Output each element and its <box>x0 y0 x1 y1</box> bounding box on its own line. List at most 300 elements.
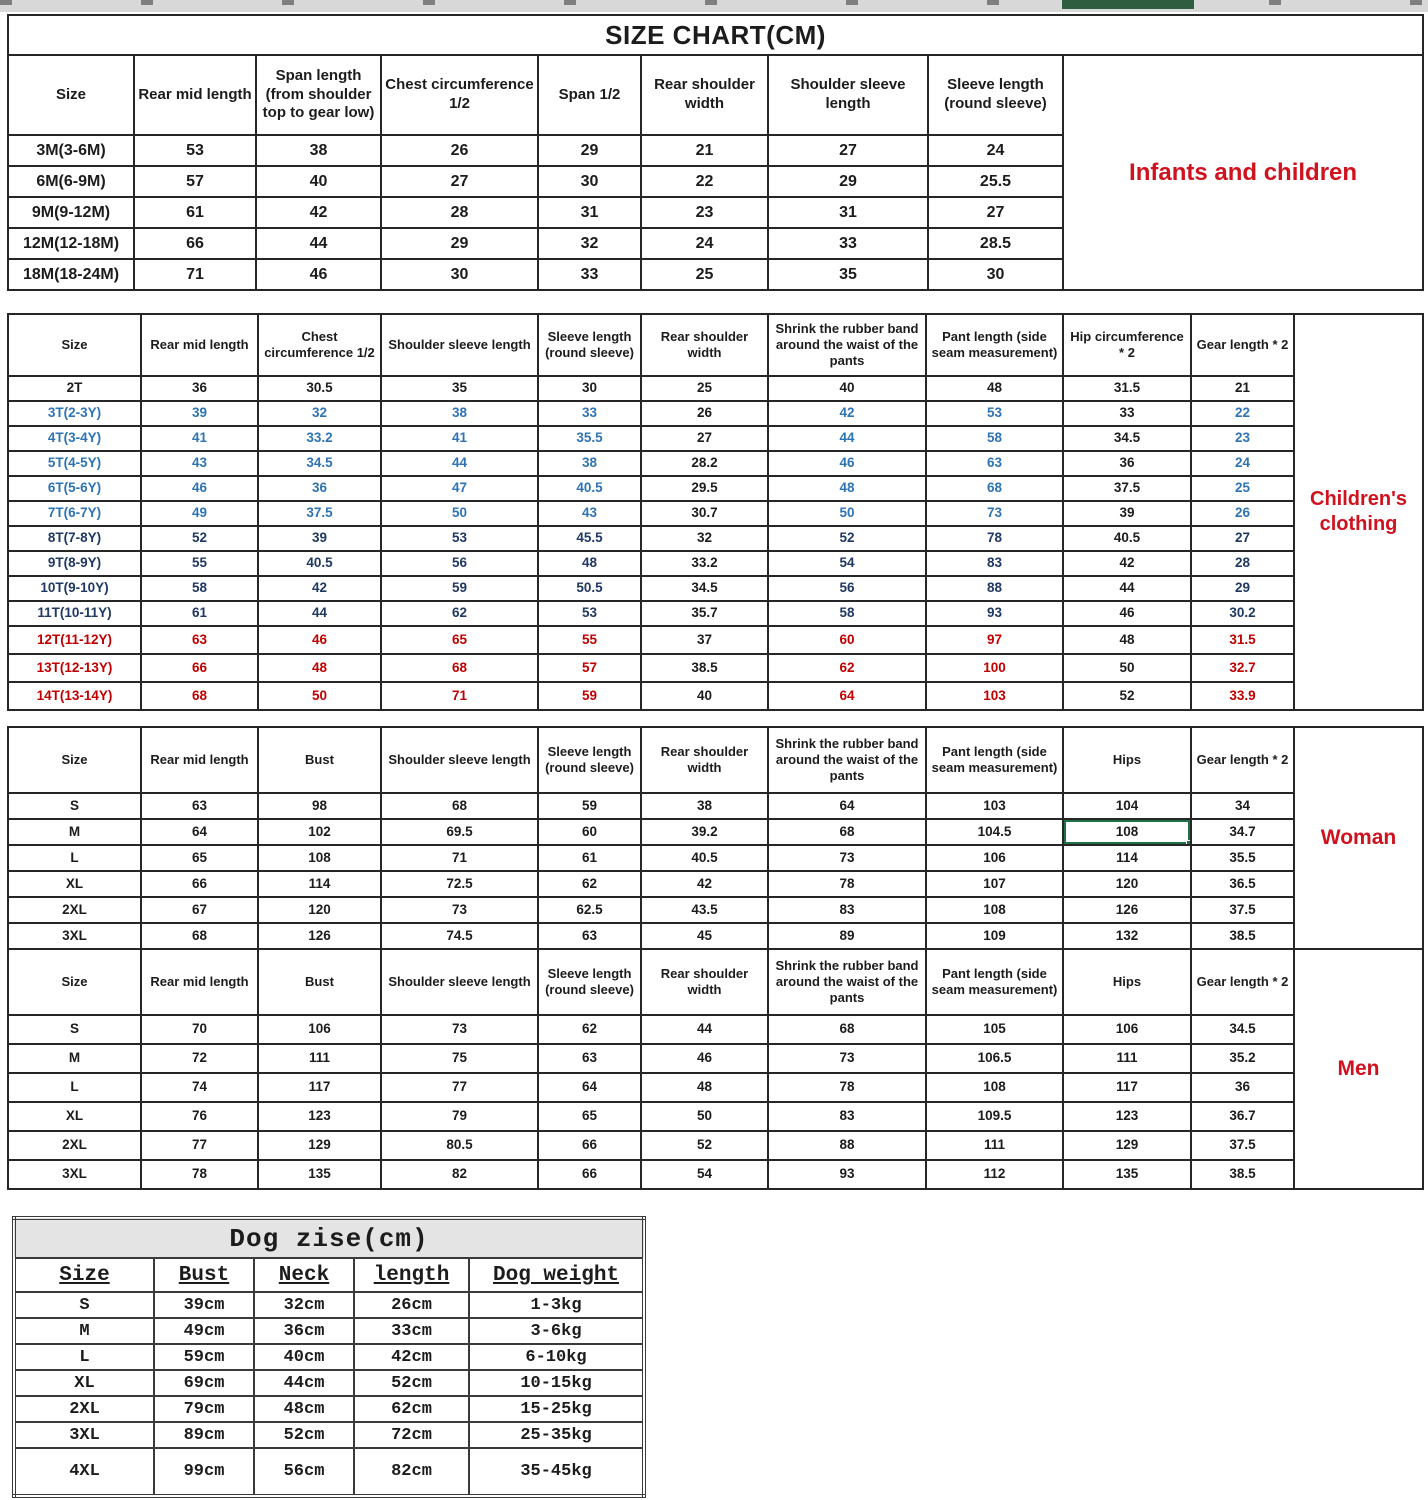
value-cell: 52cm <box>254 1422 354 1448</box>
value-cell: 26 <box>1191 501 1294 526</box>
value-cell: 74.5 <box>381 923 538 949</box>
value-cell: 66 <box>538 1160 641 1189</box>
value-cell: 50 <box>258 682 381 710</box>
value-cell: 82cm <box>354 1448 469 1496</box>
value-cell: 40.5 <box>641 845 768 871</box>
value-cell: 44 <box>258 601 381 626</box>
value-cell: 63 <box>538 1044 641 1073</box>
size-cell: 7T(6-7Y) <box>8 501 141 526</box>
column-header: Shoulder sleeve length <box>768 55 928 135</box>
value-cell: 83 <box>926 551 1063 576</box>
value-cell: 117 <box>258 1073 381 1102</box>
value-cell: 71 <box>381 845 538 871</box>
value-cell: 46 <box>141 476 258 501</box>
size-cell: L <box>14 1344 154 1370</box>
table-row <box>8 1102 1423 1131</box>
value-cell: 123 <box>1063 1102 1191 1131</box>
value-cell: 36 <box>1191 1073 1294 1102</box>
column-header: Sleeve length (round sleeve) <box>538 949 641 1015</box>
value-cell: 61 <box>134 197 256 228</box>
value-cell: 58 <box>926 426 1063 451</box>
value-cell: 50.5 <box>538 576 641 601</box>
value-cell: 28 <box>1191 551 1294 576</box>
value-cell: 34 <box>1191 793 1294 819</box>
value-cell: 36.7 <box>1191 1102 1294 1131</box>
value-cell: 29 <box>1191 576 1294 601</box>
value-cell: 108 <box>926 897 1063 923</box>
value-cell: 103 <box>926 682 1063 710</box>
value-cell: 34.5 <box>641 576 768 601</box>
size-cell: L <box>8 1073 141 1102</box>
value-cell: 93 <box>768 1160 926 1189</box>
value-cell: 52 <box>641 1131 768 1160</box>
value-cell: 46 <box>768 451 926 476</box>
value-cell: 62 <box>538 871 641 897</box>
value-cell: 35.5 <box>538 426 641 451</box>
column-header: Sleeve length (round sleeve) <box>538 314 641 376</box>
value-cell: 53 <box>134 135 256 166</box>
value-cell: 40 <box>641 682 768 710</box>
value-cell: 27 <box>1191 526 1294 551</box>
title-row <box>8 15 1423 55</box>
spacer <box>7 1190 1422 1216</box>
value-cell: 78 <box>768 871 926 897</box>
value-cell: 25 <box>641 259 768 290</box>
group-label-infants-and-children: Infants and children <box>1063 55 1423 290</box>
value-cell: 33.2 <box>641 551 768 576</box>
value-cell: 48 <box>768 476 926 501</box>
value-cell: 52 <box>141 526 258 551</box>
value-cell: 31.5 <box>1191 626 1294 654</box>
value-cell: 6-10kg <box>469 1344 644 1370</box>
value-cell: 80.5 <box>381 1131 538 1160</box>
table-row <box>14 1396 644 1422</box>
size-cell: 6T(5-6Y) <box>8 476 141 501</box>
value-cell: 29 <box>768 166 928 197</box>
value-cell: 26 <box>641 401 768 426</box>
value-cell: 46 <box>1063 601 1191 626</box>
value-cell: 15-25kg <box>469 1396 644 1422</box>
value-cell: 42 <box>641 871 768 897</box>
size-cell: 6M(6-9M) <box>8 166 134 197</box>
value-cell: 36 <box>1063 451 1191 476</box>
value-cell: 53 <box>538 601 641 626</box>
size-chart-sheet <box>0 12 1428 1498</box>
value-cell: 22 <box>1191 401 1294 426</box>
value-cell: 120 <box>1063 871 1191 897</box>
column-header: Dog weight <box>469 1258 644 1292</box>
value-cell: 63 <box>141 793 258 819</box>
value-cell: 72cm <box>354 1422 469 1448</box>
size-cell: 4XL <box>14 1448 154 1496</box>
table-row <box>8 601 1423 626</box>
size-cell: XL <box>8 1102 141 1131</box>
value-cell: 107 <box>926 871 1063 897</box>
table-row <box>8 793 1423 819</box>
size-cell: S <box>8 1015 141 1044</box>
value-cell: 111 <box>926 1131 1063 1160</box>
value-cell: 37.5 <box>1191 897 1294 923</box>
table-row <box>8 626 1423 654</box>
value-cell: 65 <box>141 845 258 871</box>
table-row <box>8 897 1423 923</box>
value-cell: 55 <box>141 551 258 576</box>
value-cell: 89cm <box>154 1422 254 1448</box>
value-cell: 108 <box>1063 819 1191 845</box>
value-cell: 66 <box>538 1131 641 1160</box>
table-row <box>8 526 1423 551</box>
value-cell: 27 <box>768 135 928 166</box>
selected-column-indicator <box>1062 0 1194 9</box>
column-header: Bust <box>258 949 381 1015</box>
value-cell: 66 <box>134 228 256 259</box>
value-cell: 77 <box>141 1131 258 1160</box>
table-row <box>8 576 1423 601</box>
value-cell: 83 <box>768 897 926 923</box>
size-cell: M <box>8 1044 141 1073</box>
value-cell: 48 <box>258 654 381 682</box>
value-cell: 22 <box>641 166 768 197</box>
value-cell: 64 <box>768 793 926 819</box>
value-cell: 40 <box>256 166 381 197</box>
value-cell: 44cm <box>254 1370 354 1396</box>
value-cell: 44 <box>381 451 538 476</box>
value-cell: 73 <box>926 501 1063 526</box>
table-row <box>8 426 1423 451</box>
value-cell: 61 <box>141 601 258 626</box>
size-cell: 2T <box>8 376 141 401</box>
size-cell: 2XL <box>14 1396 154 1422</box>
value-cell: 49 <box>141 501 258 526</box>
value-cell: 66 <box>141 871 258 897</box>
value-cell: 65 <box>538 1102 641 1131</box>
value-cell: 40.5 <box>538 476 641 501</box>
column-header: Shoulder sleeve length <box>381 727 538 793</box>
size-cell: 18M(18-24M) <box>8 259 134 290</box>
size-cell: 5T(4-5Y) <box>8 451 141 476</box>
value-cell: 21 <box>1191 376 1294 401</box>
column-header: Size <box>14 1258 154 1292</box>
table-row <box>8 1044 1423 1073</box>
value-cell: 123 <box>258 1102 381 1131</box>
value-cell: 43 <box>141 451 258 476</box>
column-header: Sleeve length (round sleeve) <box>538 727 641 793</box>
column-header: Rear shoulder width <box>641 314 768 376</box>
column-header: Gear length * 2 <box>1191 949 1294 1015</box>
value-cell: 42 <box>256 197 381 228</box>
value-cell: 64 <box>141 819 258 845</box>
value-cell: 72 <box>141 1044 258 1073</box>
column-header: Span length (from shoulder top to gear low) <box>256 55 381 135</box>
value-cell: 57 <box>134 166 256 197</box>
adults-size-table <box>7 726 1424 1190</box>
value-cell: 69.5 <box>381 819 538 845</box>
value-cell: 60 <box>538 819 641 845</box>
value-cell: 50 <box>381 501 538 526</box>
value-cell: 56 <box>381 551 538 576</box>
table-row <box>8 1073 1423 1102</box>
column-header: Shrink the rubber band around the waist of the pants <box>768 314 926 376</box>
value-cell: 3-6kg <box>469 1318 644 1344</box>
size-cell: 8T(7-8Y) <box>8 526 141 551</box>
value-cell: 109 <box>926 923 1063 949</box>
value-cell: 63 <box>538 923 641 949</box>
value-cell: 42 <box>258 576 381 601</box>
value-cell: 38 <box>256 135 381 166</box>
value-cell: 98 <box>258 793 381 819</box>
table-row <box>8 476 1423 501</box>
value-cell: 25 <box>1191 476 1294 501</box>
column-header: Shrink the rubber band around the waist of the pants <box>768 727 926 793</box>
value-cell: 108 <box>258 845 381 871</box>
table-row <box>8 376 1423 401</box>
value-cell: 46 <box>258 626 381 654</box>
value-cell: 104 <box>1063 793 1191 819</box>
column-header: length <box>354 1258 469 1292</box>
dog-size-table <box>12 1216 646 1498</box>
column-header: Rear mid length <box>134 55 256 135</box>
value-cell: 38.5 <box>1191 923 1294 949</box>
value-cell: 37.5 <box>258 501 381 526</box>
size-chart-title: SIZE CHART(CM) <box>8 15 1423 55</box>
table-row <box>8 819 1423 845</box>
value-cell: 106 <box>1063 1015 1191 1044</box>
spreadsheet-header-strip <box>0 0 1428 12</box>
value-cell: 65 <box>381 626 538 654</box>
value-cell: 60 <box>768 626 926 654</box>
column-header: Bust <box>258 727 381 793</box>
size-cell: 3XL <box>8 1160 141 1189</box>
size-cell: L <box>8 845 141 871</box>
value-cell: 103 <box>926 793 1063 819</box>
header-row <box>8 314 1423 376</box>
value-cell: 52 <box>1063 682 1191 710</box>
table-row <box>8 871 1423 897</box>
column-header: Size <box>8 949 141 1015</box>
value-cell: 114 <box>1063 845 1191 871</box>
value-cell: 63 <box>141 626 258 654</box>
value-cell: 50 <box>641 1102 768 1131</box>
value-cell: 31 <box>768 197 928 228</box>
size-cell: XL <box>8 871 141 897</box>
value-cell: 63 <box>926 451 1063 476</box>
value-cell: 71 <box>381 682 538 710</box>
size-cell: 3T(2-3Y) <box>8 401 141 426</box>
value-cell: 28.5 <box>928 228 1063 259</box>
value-cell: 26 <box>381 135 538 166</box>
value-cell: 79 <box>381 1102 538 1131</box>
value-cell: 102 <box>258 819 381 845</box>
value-cell: 37 <box>641 626 768 654</box>
size-cell: 3XL <box>8 923 141 949</box>
value-cell: 111 <box>1063 1044 1191 1073</box>
value-cell: 82 <box>381 1160 538 1189</box>
value-cell: 89 <box>768 923 926 949</box>
value-cell: 45.5 <box>538 526 641 551</box>
column-header: Pant length (side seam measurement) <box>926 727 1063 793</box>
size-cell: 11T(10-11Y) <box>8 601 141 626</box>
size-cell: 4T(3-4Y) <box>8 426 141 451</box>
column-header: Pant length (side seam measurement) <box>926 949 1063 1015</box>
value-cell: 64 <box>768 682 926 710</box>
value-cell: 27 <box>641 426 768 451</box>
size-cell: 12T(11-12Y) <box>8 626 141 654</box>
value-cell: 30.2 <box>1191 601 1294 626</box>
size-cell: 2XL <box>8 897 141 923</box>
value-cell: 40.5 <box>258 551 381 576</box>
value-cell: 108 <box>926 1073 1063 1102</box>
value-cell: 58 <box>141 576 258 601</box>
value-cell: 50 <box>1063 654 1191 682</box>
header-row <box>14 1258 644 1292</box>
value-cell: 35.2 <box>1191 1044 1294 1073</box>
table-row <box>14 1448 644 1496</box>
value-cell: 93 <box>926 601 1063 626</box>
value-cell: 43.5 <box>641 897 768 923</box>
value-cell: 120 <box>258 897 381 923</box>
value-cell: 48cm <box>254 1396 354 1422</box>
value-cell: 37.5 <box>1191 1131 1294 1160</box>
value-cell: 21 <box>641 135 768 166</box>
column-header: Size <box>8 55 134 135</box>
value-cell: 61 <box>538 845 641 871</box>
value-cell: 73 <box>381 1015 538 1044</box>
value-cell: 32 <box>641 526 768 551</box>
value-cell: 50 <box>768 501 926 526</box>
value-cell: 129 <box>1063 1131 1191 1160</box>
value-cell: 34.5 <box>1063 426 1191 451</box>
value-cell: 73 <box>768 845 926 871</box>
value-cell: 68 <box>926 476 1063 501</box>
value-cell: 62 <box>768 654 926 682</box>
value-cell: 78 <box>768 1073 926 1102</box>
value-cell: 68 <box>141 682 258 710</box>
value-cell: 34.5 <box>1191 1015 1294 1044</box>
table-row <box>8 401 1423 426</box>
value-cell: 135 <box>258 1160 381 1189</box>
value-cell: 46 <box>256 259 381 290</box>
table-row <box>8 1131 1423 1160</box>
size-cell: M <box>14 1318 154 1344</box>
value-cell: 38 <box>641 793 768 819</box>
value-cell: 54 <box>768 551 926 576</box>
value-cell: 38.5 <box>1191 1160 1294 1189</box>
value-cell: 117 <box>1063 1073 1191 1102</box>
value-cell: 32 <box>538 228 641 259</box>
value-cell: 42cm <box>354 1344 469 1370</box>
table-row <box>8 501 1423 526</box>
value-cell: 59 <box>381 576 538 601</box>
column-header: Gear length * 2 <box>1191 727 1294 793</box>
value-cell: 33 <box>538 401 641 426</box>
column-header: Rear mid length <box>141 727 258 793</box>
value-cell: 56cm <box>254 1448 354 1496</box>
table-row <box>8 451 1423 476</box>
value-cell: 44 <box>1063 576 1191 601</box>
dog-table-title: Dog zise(cm) <box>14 1218 644 1258</box>
value-cell: 10-15kg <box>469 1370 644 1396</box>
value-cell: 73 <box>381 897 538 923</box>
table-row <box>8 845 1423 871</box>
value-cell: 69cm <box>154 1370 254 1396</box>
header-row <box>8 949 1423 1015</box>
value-cell: 62.5 <box>538 897 641 923</box>
value-cell: 59 <box>538 793 641 819</box>
value-cell: 34.5 <box>258 451 381 476</box>
column-header: Bust <box>154 1258 254 1292</box>
table-row <box>8 682 1423 710</box>
value-cell: 48 <box>641 1073 768 1102</box>
value-cell: 38 <box>381 401 538 426</box>
value-cell: 24 <box>641 228 768 259</box>
value-cell: 34.7 <box>1191 819 1294 845</box>
value-cell: 43 <box>538 501 641 526</box>
column-header: Rear shoulder width <box>641 949 768 1015</box>
value-cell: 39.2 <box>641 819 768 845</box>
value-cell: 39 <box>141 401 258 426</box>
title-row <box>14 1218 644 1258</box>
value-cell: 37.5 <box>1063 476 1191 501</box>
value-cell: 104.5 <box>926 819 1063 845</box>
column-tick-marks <box>0 0 1428 5</box>
table-row <box>14 1292 644 1318</box>
value-cell: 132 <box>1063 923 1191 949</box>
column-header: Hips <box>1063 727 1191 793</box>
value-cell: 55 <box>538 626 641 654</box>
value-cell: 56 <box>768 576 926 601</box>
column-header: Chest circumference 1/2 <box>381 55 538 135</box>
value-cell: 79cm <box>154 1396 254 1422</box>
value-cell: 30.5 <box>258 376 381 401</box>
value-cell: 59 <box>538 682 641 710</box>
infants-size-table <box>7 14 1424 291</box>
value-cell: 75 <box>381 1044 538 1073</box>
table-row <box>8 1160 1423 1189</box>
spacer <box>7 711 1422 726</box>
value-cell: 71 <box>134 259 256 290</box>
header-row <box>8 727 1423 793</box>
value-cell: 49cm <box>154 1318 254 1344</box>
value-cell: 77 <box>381 1073 538 1102</box>
value-cell: 73 <box>768 1044 926 1073</box>
value-cell: 40 <box>768 376 926 401</box>
size-cell: 2XL <box>8 1131 141 1160</box>
value-cell: 39cm <box>154 1292 254 1318</box>
column-header: Sleeve length (round sleeve) <box>928 55 1063 135</box>
value-cell: 99cm <box>154 1448 254 1496</box>
value-cell: 24 <box>1191 451 1294 476</box>
spacer <box>7 291 1422 313</box>
value-cell: 112 <box>926 1160 1063 1189</box>
group-label-men: Men <box>1294 949 1423 1189</box>
size-cell: 14T(13-14Y) <box>8 682 141 710</box>
value-cell: 83 <box>768 1102 926 1131</box>
table-row <box>14 1344 644 1370</box>
value-cell: 67 <box>141 897 258 923</box>
value-cell: 48 <box>538 551 641 576</box>
value-cell: 48 <box>926 376 1063 401</box>
column-header: Hip circumference * 2 <box>1063 314 1191 376</box>
value-cell: 40cm <box>254 1344 354 1370</box>
value-cell: 66 <box>141 654 258 682</box>
value-cell: 126 <box>1063 897 1191 923</box>
value-cell: 33 <box>538 259 641 290</box>
value-cell: 58 <box>768 601 926 626</box>
value-cell: 28 <box>381 197 538 228</box>
column-header: Gear length * 2 <box>1191 314 1294 376</box>
value-cell: 36 <box>141 376 258 401</box>
value-cell: 135 <box>1063 1160 1191 1189</box>
